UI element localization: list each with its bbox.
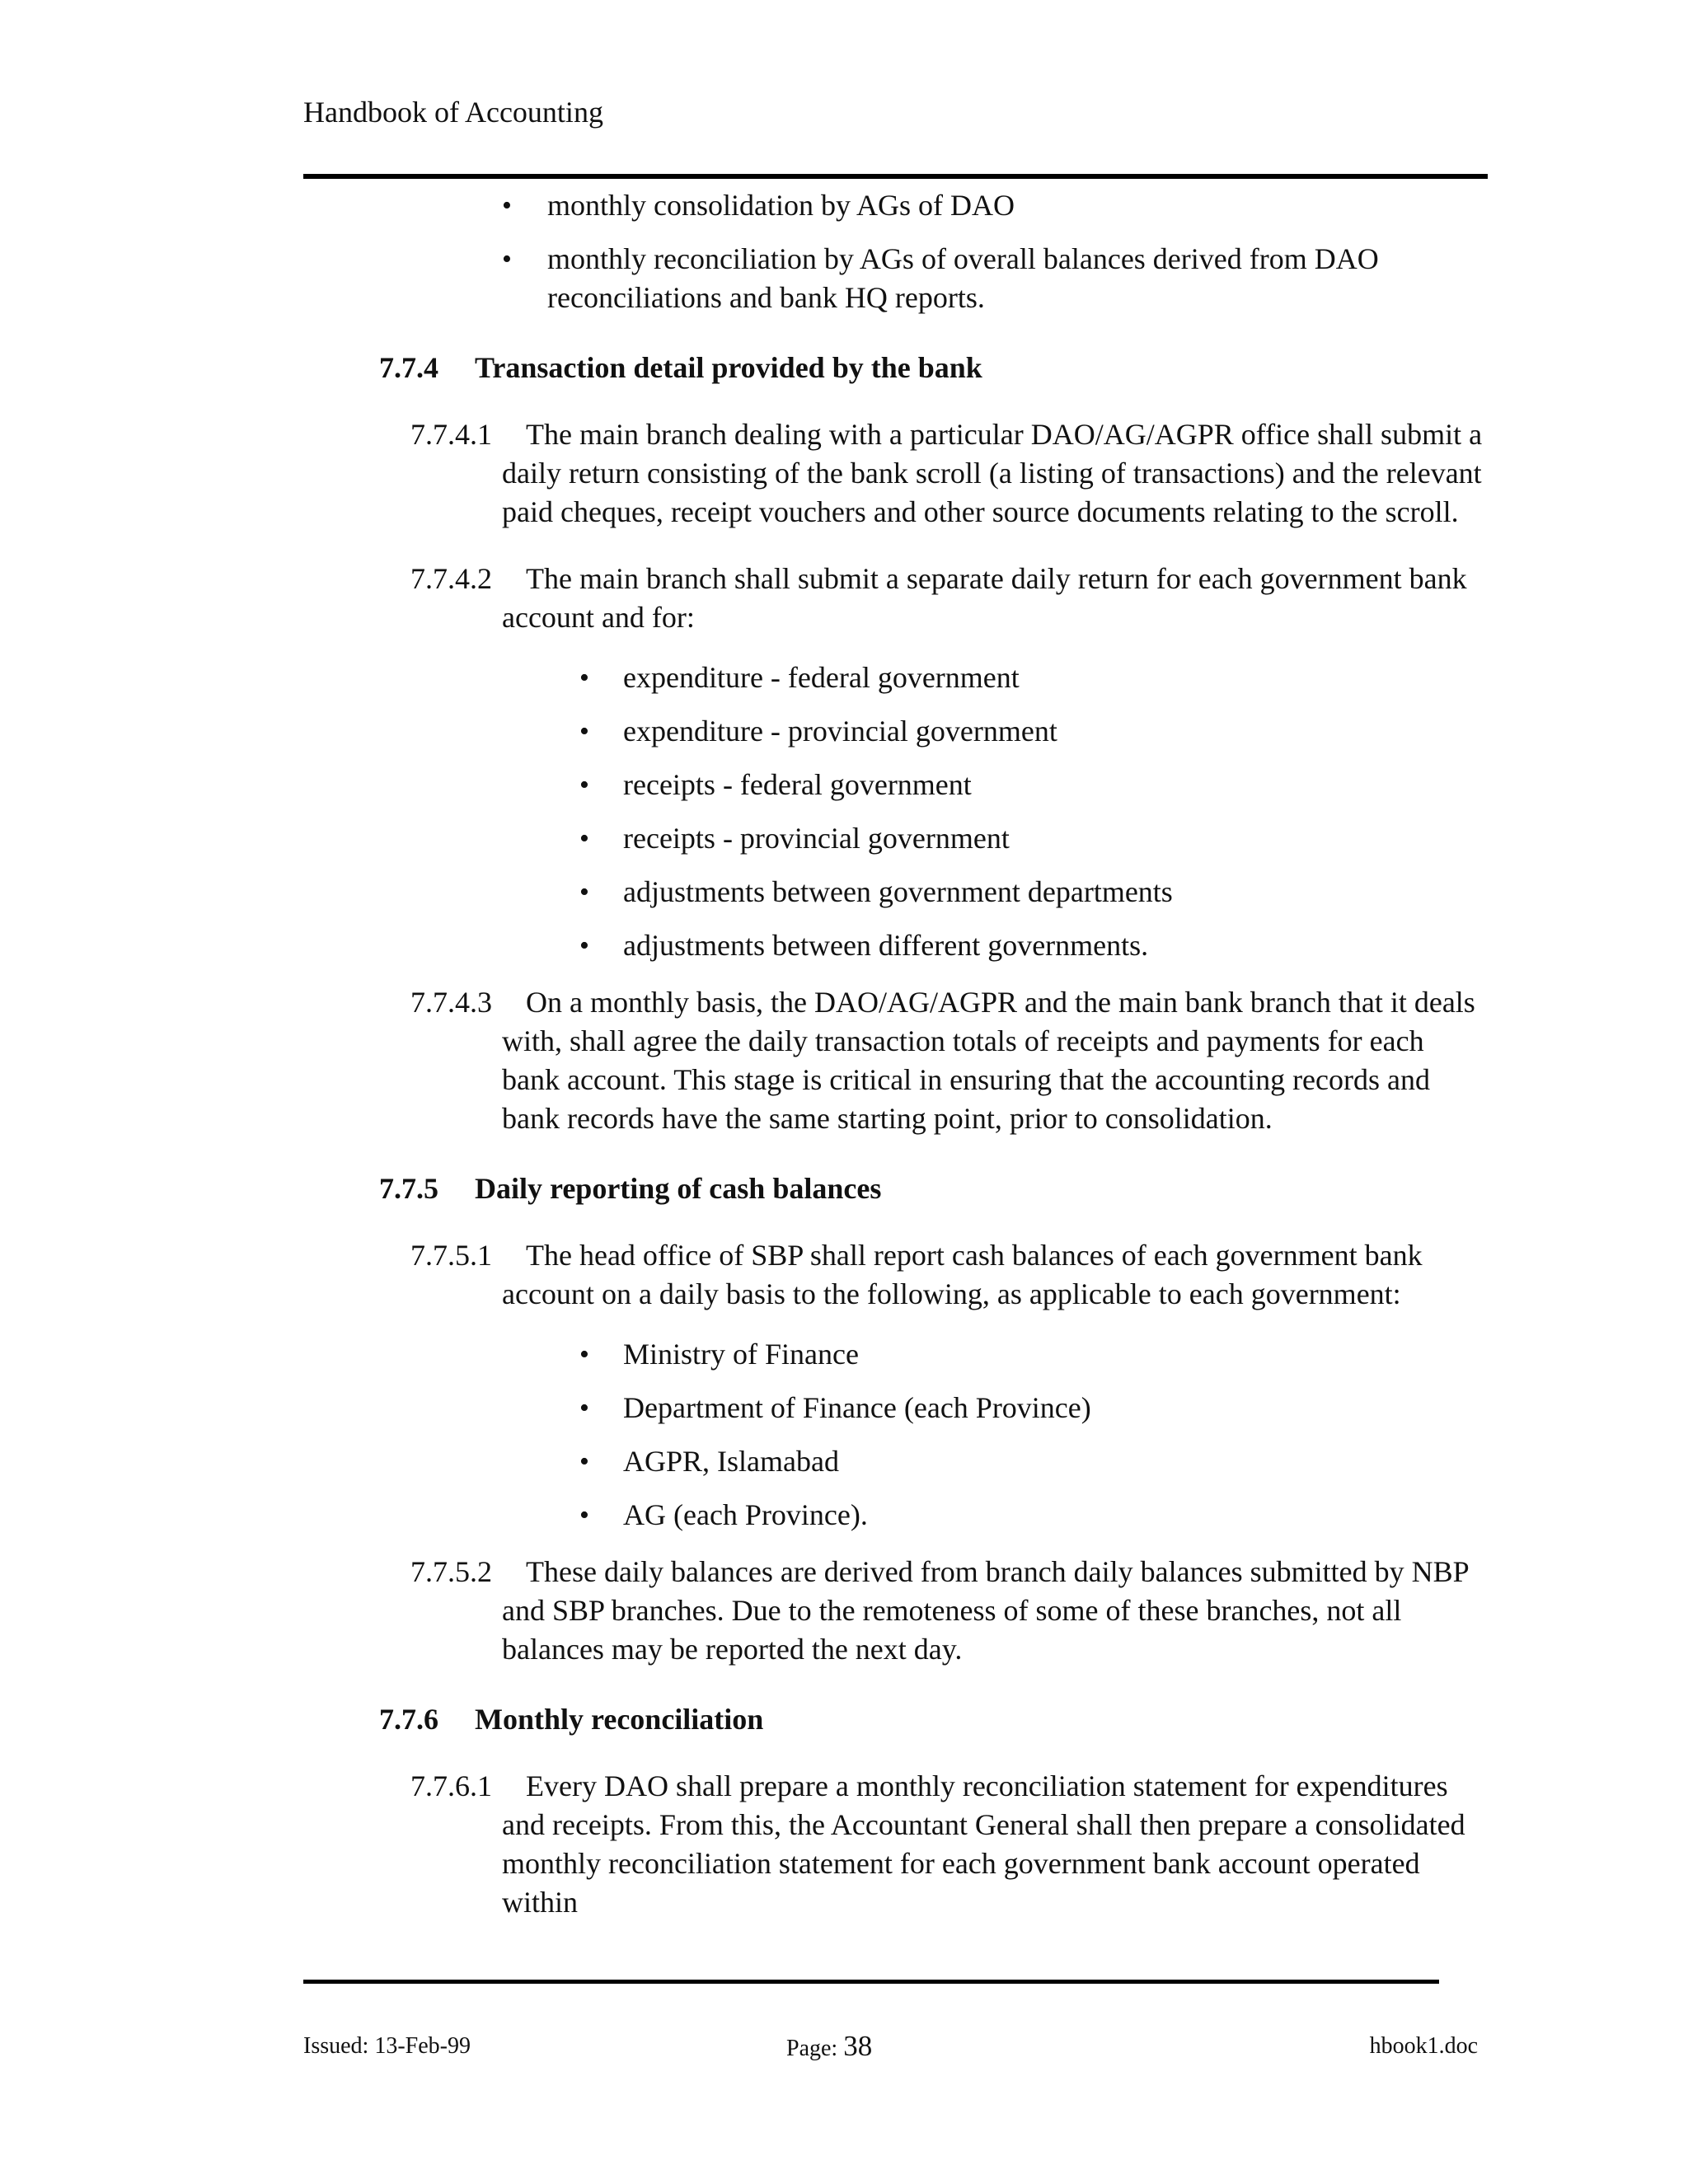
- paragraph-text: On a monthly basis, the DAO/AG/AGPR and the main bank branch that it deals with, shall agree the daily transaction totals of receipts and payments for each bank account. This stage is critical in ensuring that the accounting records and bank records have the same starting point, prior to consolidation.: [502, 986, 1475, 1135]
- paragraph: [303, 1767, 1488, 1922]
- document-header-title: Handbook of Accounting: [303, 96, 603, 129]
- bullet-icon: •: [579, 663, 589, 693]
- bullet-icon: •: [579, 1500, 589, 1530]
- paragraph: [303, 560, 1488, 637]
- paragraph-text: Every DAO shall prepare a monthly reconciliation statement for expenditures and receipts. From this, the Accountant General shall then prepare a consolidated monthly reconciliation statement for each government bank account operated within: [502, 1769, 1465, 1919]
- bullet-list: [303, 658, 1488, 965]
- bullet-icon: •: [579, 877, 589, 907]
- list-item: • receipts - federal government: [303, 766, 1488, 804]
- paragraph-text: The main branch dealing with a particular DAO/AG/AGPR office shall submit a daily return consisting of the bank scroll (a listing of transactions) and the relevant paid cheques, receipt vouchers and other source documents relating to the scroll.: [502, 418, 1483, 528]
- bullet-icon: •: [579, 716, 589, 747]
- section-heading: [379, 349, 1488, 387]
- paragraph-number: 7.7.5.2: [410, 1555, 492, 1588]
- footer-page-number: [786, 2030, 872, 2063]
- paragraph: [303, 983, 1488, 1138]
- footer-page-label: Page:: [786, 2036, 838, 2061]
- section-heading: [379, 1169, 1488, 1208]
- list-item: • expenditure - federal government: [303, 658, 1488, 697]
- paragraph-number: 7.7.5.1: [410, 1239, 492, 1272]
- page-footer: [303, 2030, 1478, 2063]
- section-number: 7.7.6: [379, 1703, 438, 1736]
- bullet-icon: •: [579, 930, 589, 961]
- bullet-icon: •: [502, 190, 512, 221]
- list-item: • Department of Finance (each Province): [303, 1389, 1488, 1427]
- document-body: [303, 186, 1488, 1950]
- paragraph: [303, 1236, 1488, 1314]
- footer-issued-date: Issued: 13-Feb-99: [303, 2033, 471, 2059]
- bullet-icon: •: [579, 1446, 589, 1477]
- list-item: • monthly reconciliation by AGs of overall balances derived from DAO reconciliations and bank HQ reports.: [303, 240, 1488, 317]
- list-item: • monthly consolidation by AGs of DAO: [303, 186, 1488, 225]
- paragraph-number: 7.7.4.3: [410, 986, 492, 1019]
- paragraph-text: These daily balances are derived from branch daily balances submitted by NBP and SBP branches. Due to the remoteness of some of these branches, not all balances may be reported the next day.: [502, 1555, 1469, 1666]
- bullet-icon: •: [579, 1339, 589, 1370]
- paragraph-number: 7.7.4.1: [410, 418, 492, 451]
- list-item: • adjustments between different governments.: [303, 926, 1488, 965]
- intro-bullet-list: [303, 186, 1488, 317]
- header-rule: [303, 174, 1488, 179]
- list-item: • expenditure - provincial government: [303, 712, 1488, 751]
- list-item: • Ministry of Finance: [303, 1335, 1488, 1374]
- section-heading: [379, 1700, 1488, 1739]
- list-item: • AG (each Province).: [303, 1496, 1488, 1535]
- list-item: • receipts - provincial government: [303, 819, 1488, 858]
- paragraph: [303, 415, 1488, 532]
- list-item: • AGPR, Islamabad: [303, 1442, 1488, 1481]
- bullet-list: [303, 1335, 1488, 1535]
- paragraph-number: 7.7.4.2: [410, 562, 492, 595]
- bullet-icon: •: [502, 244, 512, 274]
- paragraph: [303, 1553, 1488, 1669]
- section-title: Transaction detail provided by the bank: [475, 351, 982, 384]
- paragraph-text: The head office of SBP shall report cash balances of each government bank account on a daily basis to the following, as applicable to each government:: [502, 1239, 1423, 1310]
- bullet-icon: •: [579, 823, 589, 854]
- section-number: 7.7.4: [379, 351, 438, 384]
- list-item: • adjustments between government departments: [303, 873, 1488, 912]
- section-title: Daily reporting of cash balances: [475, 1172, 882, 1205]
- page-number: 38: [843, 2030, 873, 2062]
- paragraph-number: 7.7.6.1: [410, 1769, 492, 1802]
- section-title: Monthly reconciliation: [475, 1703, 764, 1736]
- footer-rule: [303, 1980, 1439, 1984]
- section-number: 7.7.5: [379, 1172, 438, 1205]
- footer-filename: hbook1.doc: [1369, 2033, 1478, 2059]
- paragraph-text: The main branch shall submit a separate daily return for each government bank account and for:: [502, 562, 1467, 634]
- bullet-icon: •: [579, 1393, 589, 1423]
- bullet-icon: •: [579, 770, 589, 800]
